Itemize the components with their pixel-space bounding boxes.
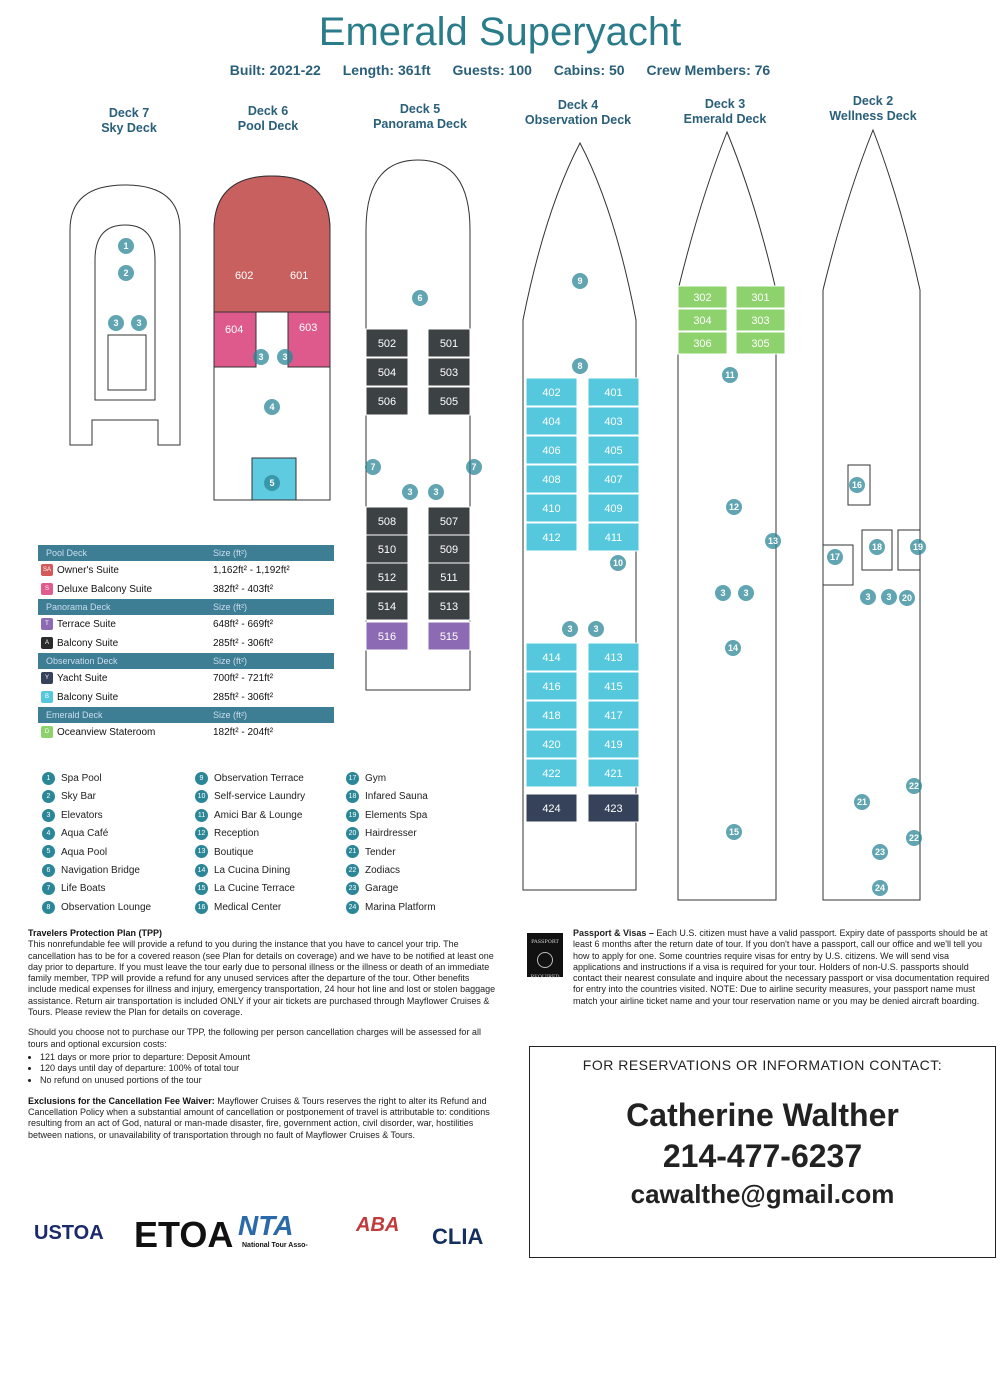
key-number-badge: 21 [346, 845, 359, 858]
cabin-label: 407 [604, 474, 623, 486]
amenity-marker-number: 4 [269, 402, 275, 412]
key-number-badge: 12 [195, 827, 208, 840]
cabin-label: 406 [542, 445, 561, 457]
amenity-marker-number: 14 [727, 643, 739, 653]
cabin-label: 409 [604, 503, 623, 515]
cabin-label: 305 [751, 338, 770, 350]
amenity-marker-number: 7 [471, 462, 477, 472]
table-section-header: Emerald Deck Size (ft²) [38, 707, 334, 723]
key-label: Reception [214, 828, 260, 840]
amenity-marker-number: 12 [728, 502, 740, 512]
key-item [346, 825, 436, 843]
key-item [346, 862, 436, 880]
cabin-label: 421 [604, 768, 623, 780]
association-logos [34, 1210, 504, 1258]
deck-7-plan [70, 185, 180, 445]
cabin-label: 405 [604, 445, 623, 457]
cabin-label: 505 [439, 396, 459, 408]
tpp-heading: Travelers Protection Plan (TPP) [28, 928, 163, 938]
amenity-marker-number: 23 [874, 847, 886, 857]
list-item: • No refund on unused portions of the tour [40, 1075, 500, 1086]
room-label: 604 [225, 324, 244, 336]
cabin-label: 424 [542, 803, 561, 815]
cabin-label: 423 [604, 803, 623, 815]
key-item [42, 825, 151, 843]
cabin-label: 411 [604, 532, 623, 544]
key-item [195, 788, 305, 806]
key-number-badge: 9 [195, 772, 208, 785]
amenity-marker-number: 18 [871, 542, 883, 552]
key-item [195, 899, 305, 917]
amenity-marker-number: 3 [567, 624, 573, 634]
key-number-badge: 7 [42, 882, 55, 895]
key-item [42, 770, 151, 788]
amenity-marker-number: 2 [123, 268, 129, 278]
cabin-label: 410 [542, 503, 561, 515]
key-number-badge: 4 [42, 827, 55, 840]
room-label: 601 [290, 270, 309, 282]
suite-size-table [38, 545, 334, 742]
key-item [42, 880, 151, 898]
travelers-protection-plan [28, 928, 500, 1150]
contact-box [529, 1046, 996, 1258]
key-label: Observation Lounge [61, 901, 152, 913]
cabin-label: 414 [542, 652, 561, 664]
deck-5-plan [366, 160, 470, 690]
amenity-marker-number: 3 [282, 352, 288, 362]
key-number-badge: 17 [346, 772, 359, 785]
cabin-label: 501 [439, 338, 459, 350]
key-label: Navigation Bridge [61, 864, 140, 876]
amenity-marker-number: 3 [407, 487, 413, 497]
key-label: Medical Center [214, 901, 282, 913]
key-number-badge: 1 [42, 772, 55, 785]
spec-length: Length: 361ft [342, 62, 431, 78]
cabin-label: 419 [604, 739, 623, 751]
spec-built: Built: 2021-22 [229, 62, 321, 78]
cabin-label: 306 [693, 338, 712, 350]
spec-cabins: Cabins: 50 [553, 62, 625, 78]
amenity-marker-number: 22 [908, 833, 920, 843]
table-section-header: Observation Deck Size (ft²) [38, 653, 334, 669]
table-row: D Oceanview Stateroom 182ft² - 204ft² [38, 723, 334, 742]
key-item [346, 788, 436, 806]
cabin-label: 508 [377, 516, 397, 528]
key-number-badge: 6 [42, 864, 55, 877]
key-label: Life Boats [61, 883, 106, 895]
cabin-label: 403 [604, 416, 623, 428]
amenity-marker-number: 17 [829, 552, 841, 562]
cabin-label: 420 [542, 739, 561, 751]
spec-guests: Guests: 100 [452, 62, 532, 78]
key-label: Zodiacs [365, 864, 401, 876]
key-number-badge: 15 [195, 882, 208, 895]
amenity-marker-number: 3 [258, 352, 264, 362]
key-label: Elevators [61, 809, 103, 821]
amenity-marker-number: 15 [728, 827, 740, 837]
key-item [195, 770, 305, 788]
cabin-label: 507 [439, 516, 459, 528]
amenity-marker-number: 3 [720, 588, 726, 598]
cabin-label: 514 [377, 601, 397, 613]
cabin-label: 417 [604, 710, 623, 722]
key-label: Aqua Café [61, 828, 109, 840]
amenity-marker-number: 6 [417, 293, 423, 303]
tpp-bullets [28, 1052, 500, 1086]
key-number-badge: 16 [195, 901, 208, 914]
table-row: T Terrace Suite 648ft² - 669ft² [38, 615, 334, 634]
amenity-marker-number: 3 [743, 588, 749, 598]
key-item [42, 862, 151, 880]
key-number-badge: 20 [346, 827, 359, 840]
key-item [42, 844, 151, 862]
aba-logo: ABA [356, 1214, 400, 1236]
cabin-label: 401 [604, 387, 623, 399]
cabin-label: 504 [377, 367, 397, 379]
etoa-logo: ETOA [134, 1214, 234, 1255]
key-label: Marina Platform [365, 901, 436, 913]
key-number-badge: 5 [42, 845, 55, 858]
key-label: Infared Sauna [365, 791, 428, 803]
key-item [195, 807, 305, 825]
contact-phone[interactable]: 214-477-6237 [662, 1138, 863, 1174]
key-label: Gym [365, 773, 387, 784]
amenity-marker-number: 24 [874, 883, 886, 893]
amenity-marker-number: 3 [865, 592, 871, 602]
table-section-header: Panorama Deck Size (ft²) [38, 599, 334, 615]
amenity-key-col-2 [195, 770, 305, 917]
tpp-exclusions: Exclusions for the Cancellation Fee Waiver: Mayflower Cruises & Tours reserves the right to alter its Refund and Cancellation Policy when a substantial amount of cancellation or postponement of travel is attributable to: conditions resulting from an act of God, natural or man-made disaster, fire, government action, civil disorder, war, hostilities between nations, or unavailability of transportation through no fault of Mayflower Cruises & Tours. [28, 1095, 490, 1140]
amenity-marker-number: 3 [136, 318, 142, 328]
key-item [42, 788, 151, 806]
cabin-label: 416 [542, 681, 561, 693]
table-row: S Deluxe Balcony Suite 382ft² - 403ft² [38, 580, 334, 599]
key-label: Tender [365, 846, 396, 858]
key-label: Self-service Laundry [214, 791, 306, 803]
amenity-marker-number: 3 [593, 624, 599, 634]
list-item: • 120 days until day of departure: 100% of total tour [40, 1063, 500, 1074]
tpp-charges-intro: Should you choose not to purchase our TPP, the following per person cancellation charges will be assessed for all tours and optional excursion costs: [28, 1027, 481, 1049]
table-row: A Balcony Suite 285ft² - 306ft² [38, 634, 334, 653]
cabin-label: 301 [751, 292, 770, 304]
nta-logo: NTA [238, 1210, 294, 1241]
cabin-label: 515 [439, 631, 459, 643]
cabin-label: 422 [542, 768, 561, 780]
amenity-marker-number: 21 [856, 797, 868, 807]
key-item [346, 880, 436, 898]
clia-logo: CLIA [432, 1224, 484, 1249]
deck-2-title: Deck 2 Wellness Deck [829, 94, 917, 123]
amenity-marker-number: 8 [577, 361, 583, 371]
cabin-label: 516 [377, 631, 397, 643]
amenity-marker-number: 5 [269, 478, 275, 488]
key-label: Amici Bar & Lounge [214, 809, 303, 821]
amenity-marker-number: 3 [433, 487, 439, 497]
key-number-badge: 23 [346, 882, 359, 895]
cabin-label: 418 [542, 710, 561, 722]
amenity-marker-number: 19 [912, 542, 924, 552]
key-number-badge: 19 [346, 809, 359, 822]
key-label: Boutique [214, 846, 254, 858]
key-number-badge: 11 [195, 809, 208, 822]
amenity-marker-number: 16 [851, 480, 863, 490]
amenity-marker-number: 7 [370, 462, 376, 472]
amenity-marker-number: 20 [901, 593, 913, 603]
key-number-badge: 8 [42, 901, 55, 914]
contact-heading: FOR RESERVATIONS OR INFORMATION CONTACT: [582, 1057, 943, 1073]
passport-visas: PASSPORT REQUIRED Passport & Visas – Each U.S. citizen must have a valid passport. Expiry date of passports should be at least 6 months after the return date of tour. If you don't have a passport, call our office and we'll tell you how to apply for one. Some countries require visas for entry by U.S. citizens. We will send visa applications and instructions if a visa is required for your tour. Holders of non-U.S. passports should contact their nearest consulate and inquire about the necessary passport or visa documentation required for entry into the countries visited. NOTE: Due to airline security measures, your passport name must match your airline ticket name and your tour reservation name or you may be denied aircraft boarding. [527, 928, 993, 1007]
cabin-label: 402 [542, 387, 561, 399]
amenity-marker-number: 3 [113, 318, 119, 328]
key-number-badge: 18 [346, 790, 359, 803]
key-number-badge: 2 [42, 790, 55, 803]
table-section-header: Pool Deck Size (ft²) [38, 545, 334, 561]
cabin-label: 404 [542, 416, 561, 428]
seal-icon [537, 952, 553, 968]
amenity-marker-number: 13 [767, 536, 779, 546]
key-item [346, 770, 436, 788]
cabin-label: 513 [439, 601, 459, 613]
room-label: 602 [235, 270, 254, 282]
cabin-label: 412 [542, 532, 561, 544]
key-item [195, 880, 305, 898]
deck-4-title: Deck 4 Observation Deck [524, 98, 632, 127]
contact-email[interactable]: cawalthe@gmail.com [630, 1179, 895, 1209]
deck-6-title: Deck 6 Pool Deck [237, 104, 299, 133]
deck-3-plan [678, 132, 785, 900]
cabin-label: 512 [377, 572, 397, 584]
amenity-key-col-3 [346, 770, 436, 917]
key-label: Aqua Pool [61, 846, 108, 858]
key-item [195, 825, 305, 843]
cabin-label: 413 [604, 652, 623, 664]
cabin-label: 503 [439, 367, 459, 379]
cabin-label: 511 [440, 572, 458, 584]
table-row: Y Yacht Suite 700ft² - 721ft² [38, 669, 334, 688]
tpp-paragraph: This nonrefundable fee will provide a refund to you during the instance that you have to cancel your trip. The cancellation has to be for a covered reason (see Plan for details on coverage) and we have to be notified at least one day prior to departure. If you must leave the tour early due to personal illness or the illness or death of an immediate family member, TPP will provide a refund for any unused services after the departure of the tour. Other benefits include medical expenses for illness and injury, emergency transportation, 24 hour hot line and lost or stolen baggage assistance. Return air transportation is included ONLY if your air tickets are purchased through Mayflower Cruises & Tours. Please review the Plan for details on coverage. [28, 939, 496, 1018]
page-title: Emerald Superyacht [318, 10, 682, 54]
key-label: Elements Spa [365, 809, 428, 821]
cabin-label: 303 [751, 315, 770, 327]
key-item [346, 899, 436, 917]
passport-icon: PASSPORT REQUIRED [527, 933, 563, 977]
deck-6-plan [214, 176, 330, 500]
deck-4-plan [523, 143, 639, 890]
spec-crew: Crew Members: 76 [646, 62, 771, 78]
amenity-key-col-1 [42, 770, 151, 917]
key-label: Hairdresser [365, 828, 417, 840]
key-label: Sky Bar [61, 791, 97, 803]
key-number-badge: 24 [346, 901, 359, 914]
cabin-label: 509 [439, 544, 459, 556]
key-number-badge: 3 [42, 809, 55, 822]
key-item [346, 807, 436, 825]
key-label: La Cucine Terrace [214, 883, 295, 895]
amenity-marker-number: 22 [908, 781, 920, 791]
cabin-label: 502 [377, 338, 397, 350]
amenity-marker-number: 11 [725, 370, 735, 380]
key-label: La Cucina Dining [214, 864, 291, 876]
key-number-badge: 13 [195, 845, 208, 858]
key-label: Spa Pool [61, 773, 102, 784]
cabin-label: 415 [604, 681, 623, 693]
key-item [195, 862, 305, 880]
deck-2-plan [823, 130, 920, 900]
table-row: SA Owner's Suite 1,162ft² - 1,192ft² [42, 565, 290, 576]
key-number-badge: 14 [195, 864, 208, 877]
key-item [346, 844, 436, 862]
amenity-marker-number: 1 [123, 241, 129, 251]
cabin-label: 506 [377, 396, 397, 408]
cabin-label: 510 [377, 544, 397, 556]
cabin-label: 304 [693, 315, 712, 327]
room-label: 603 [299, 322, 318, 334]
amenity-marker-number: 9 [577, 276, 583, 286]
list-item: • 121 days or more prior to departure: Deposit Amount [40, 1052, 500, 1063]
key-label: Observation Terrace [214, 773, 304, 784]
amenity-marker-number: 10 [612, 558, 624, 568]
deck-7-title: Deck 7 Sky Deck [101, 106, 157, 135]
table-row: B Balcony Suite 285ft² - 306ft² [38, 688, 334, 707]
key-item [195, 844, 305, 862]
key-number-badge: 22 [346, 864, 359, 877]
deck-5-title: Deck 5 Panorama Deck [373, 102, 467, 131]
cabin-label: 408 [542, 474, 561, 486]
nta-subtitle: National Tour Asso- [242, 1242, 308, 1249]
contact-name: Catherine Walther [626, 1097, 899, 1133]
key-item [42, 807, 151, 825]
amenity-marker-number: 3 [886, 592, 892, 602]
key-item [42, 899, 151, 917]
ustoa-logo: USTOA [34, 1222, 104, 1244]
key-label: Garage [365, 883, 399, 895]
cabin-label: 302 [693, 292, 712, 304]
deck-3-title: Deck 3 Emerald Deck [683, 97, 767, 126]
key-number-badge: 10 [195, 790, 208, 803]
